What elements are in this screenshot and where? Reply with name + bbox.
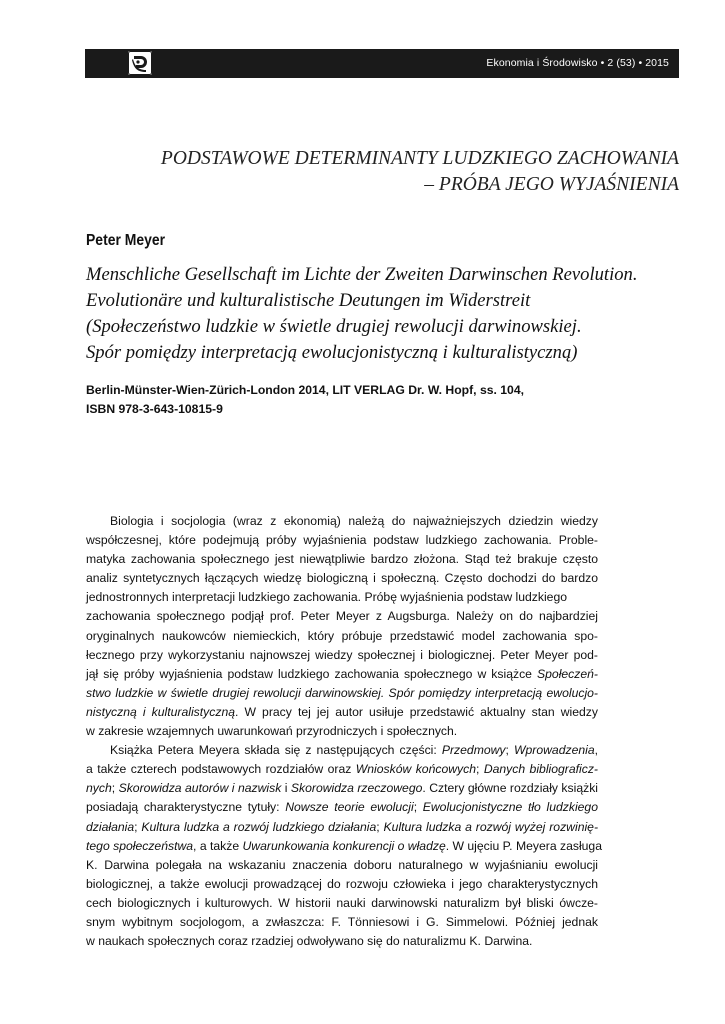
body-line: cech biologicznych i kulturowych. W historii nauki darwinowski naturalizm był bliski ówcze-: [86, 895, 598, 910]
journal-citation: Ekonomia i Środowisko • 2 (53) • 2015: [486, 57, 669, 69]
body-line: nych; Skorowidza autorów i nazwisk i Skorowidza rzeczowego. Cztery główne rozdziały książki: [86, 781, 599, 796]
body-line: nistyczną i kulturalistyczną. W pracy tej jej autor usiłuje przedstawić aktualny stan wiedzy: [86, 704, 598, 719]
body-line: oryginalnych naukowców niemieckich, który próbuje przedstawić model zachowania spo-: [86, 628, 598, 643]
body-line: posiadają charakterystyczne tytuły: Nowsze teorie ewolucji; Ewolucjonistyczne tło ludzkiego: [86, 800, 598, 815]
publication-line: ISBN 978-3-643-10815-9: [86, 402, 223, 416]
body-line: w naukach społecznych coraz rzadziej odwoływano się do naturalizmu K. Darwina.: [86, 934, 533, 949]
body-line: zachowania społecznego podjął prof. Peter Meyer z Augsburga. Należy on do najbardziej: [86, 609, 598, 624]
book-title-line: Spór pomiędzy interpretacją ewolucjonistyczną i kulturalistyczną): [86, 342, 578, 363]
body-line: analiz syntetycznych łączących wiedzę biologiczną i społeczną. Często dochodzi do bardzo: [86, 571, 598, 586]
body-line: tego społeczeństwa, a także Uwarunkowania konkurencji o władzę. W ujęciu P. Meyera zasługa: [86, 838, 602, 853]
body-line: snym wybitnym socjologom, a zwłaszcza: F. Tönniesowi i G. Simmelowi. Później jednak: [86, 914, 598, 929]
body-line: jednostronnych interpretacji ludzkiego zachowania. Próbę wyjaśnienia podstaw ludzkiego: [86, 590, 568, 605]
body-line: a także czterech podstawowych rozdziałów oraz Wniosków końcowych; Danych bibliograficz-: [86, 762, 598, 777]
body-line: w zakresie wzajemnych uwarunkowań przyrodniczych i społecznych.: [86, 724, 458, 739]
body-line: jął się próby wyjaśnienia podstaw ludzkiego zachowania społecznego w książce Społeczeń-: [86, 666, 598, 681]
journal-logo-icon: [128, 51, 152, 75]
author-name: Peter Meyer: [86, 232, 166, 249]
body-line: matyka zachowania społecznego jest niewątpliwie bardzo złożona. Stąd też brakuje często: [86, 552, 598, 567]
review-title-line: – PRÓBA JEGO WYJAŚNIENIA: [424, 174, 679, 195]
body-line: Książka Petera Meyera składa się z następujących części: Przedmowy; Wprowadzenia,: [110, 743, 599, 758]
body-line: Biologia i socjologia (wraz z ekonomią) należą do najważniejszych dziedzin wiedzy: [110, 514, 598, 528]
body-line: stwo ludzkie w świetle drugiej rewolucji darwinowskiej. Spór pomiędzy interpretacją ewolucjo-: [86, 685, 598, 700]
review-title-line: PODSTAWOWE DETERMINANTY LUDZKIEGO ZACHOWANIA: [160, 148, 679, 169]
body-line: łecznego przy wykorzystaniu najnowszej wiedzy społecznej i biologicznej. Peter Meyer pod-: [86, 647, 598, 662]
body-line: K. Darwina polegała na wskazaniu znaczenia doboru naturalnego w wyjaśnianiu ewolucji: [86, 857, 598, 872]
book-title: [86, 262, 686, 366]
publication-info: [86, 381, 524, 419]
body-line: działania; Kultura ludzka a rozwój ludzkiego działania; Kultura ludzka a rozwój wyżej rozwinię-: [86, 819, 599, 834]
publication-line: Berlin-Münster-Wien-Zürich-London 2014, LIT VERLAG Dr. W. Hopf, ss. 104,: [86, 383, 525, 397]
review-title: [79, 146, 679, 198]
body-line: biologicznej, a także ewolucji prowadzącej do rozwoju człowieka i jego charakterystycznych: [86, 876, 598, 891]
journal-header-bar: [85, 49, 679, 78]
review-body-text: [86, 512, 602, 951]
book-title-line: Evolutionäre und kulturalistische Deutungen im Widerstreit: [86, 290, 531, 311]
body-line: współczesnej, które podejmują próby wyjaśnienia podstaw ludzkiego zachowania. Proble-: [86, 533, 598, 548]
book-title-line: (Społeczeństwo ludzkie w świetle drugiej rewolucji darwinowskiej.: [86, 316, 582, 337]
book-title-line: Menschliche Gesellschaft im Lichte der Zweiten Darwinschen Revolution.: [86, 264, 638, 285]
